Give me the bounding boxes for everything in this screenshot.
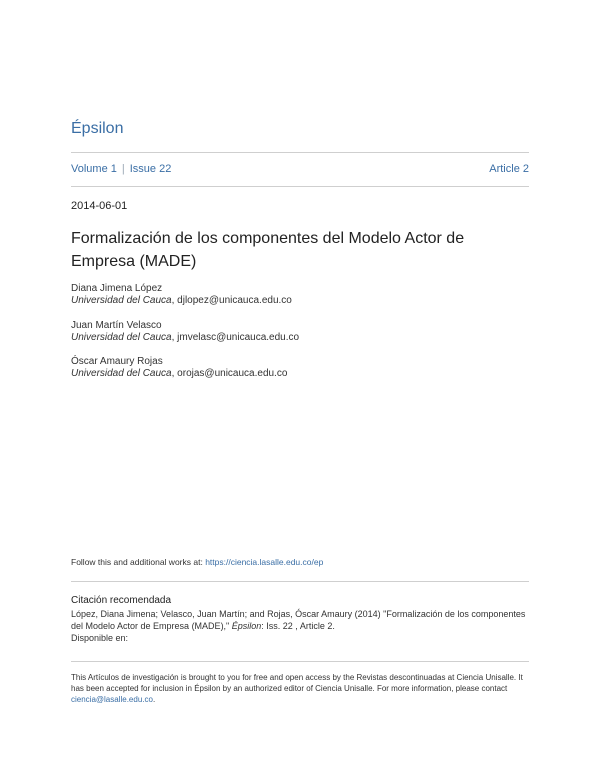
article-link[interactable]: Article 2 (489, 163, 529, 175)
divider-footer (71, 661, 529, 662)
author-name: Diana Jimena López (71, 283, 163, 294)
author-block (71, 320, 529, 344)
author-affiliation: Universidad del Cauca (71, 295, 172, 306)
citation-issue: : Iss. 22 , Article 2. (261, 621, 335, 631)
publication-date: 2014-06-01 (71, 200, 128, 212)
author-email: , orojas@unicauca.edu.co (171, 368, 288, 379)
author-name: Óscar Amaury Rojas (71, 356, 163, 367)
author-affiliation-line (71, 295, 529, 307)
citation-heading: Citación recomendada (71, 595, 172, 606)
contact-email-link[interactable]: ciencia@lasalle.edu.co (71, 695, 153, 704)
footer-text: This Artículos de investigación is brought to you for free and open access by the Revistas descontinuadas at Ciencia Unisalle. It has been accepted for inclusion in Épsilon by an authorized editor of Ciencia Unisalle. For more information, please contact (71, 673, 523, 693)
issue-link[interactable]: Issue 22 (129, 163, 172, 175)
author-email: , djlopez@unicauca.edu.co (171, 295, 292, 306)
divider-issue (71, 186, 529, 187)
citation-text (71, 608, 531, 644)
issue-line (71, 163, 529, 175)
citation-authors-title: López, Diana Jimena; Velasco, Juan Martín; and Rojas, Óscar Amaury (2014) "Formalización de los componentes del Modelo Actor de Empresa (MADE)," (71, 609, 526, 631)
article-title: Formalización de los componentes del Modelo Actor de Empresa (MADE) (71, 230, 465, 270)
volume-link[interactable]: Volume 1 (71, 163, 117, 175)
divider-citation (71, 581, 529, 582)
author-name: Juan Martín Velasco (71, 320, 162, 331)
author-affiliation-line (71, 368, 529, 380)
author-affiliation: Universidad del Cauca (71, 368, 172, 379)
author-block (71, 283, 529, 307)
author-email: , jmvelasc@unicauca.edu.co (171, 332, 300, 343)
author-block (71, 356, 529, 380)
author-affiliation: Universidad del Cauca (71, 332, 172, 343)
citation-available: Disponible en: (71, 633, 129, 643)
divider-top (71, 152, 529, 153)
citation-journal: Épsilon (231, 621, 262, 631)
follow-line (71, 557, 323, 567)
repository-link[interactable]: https://ciencia.lasalle.edu.co/ep (205, 557, 324, 567)
follow-text: Follow this and additional works at: (71, 557, 206, 567)
journal-name[interactable]: Épsilon (71, 120, 124, 137)
footer-end: . (152, 695, 156, 704)
author-affiliation-line (71, 332, 529, 344)
issue-separator: | (121, 163, 125, 175)
footer-notice (71, 672, 533, 705)
